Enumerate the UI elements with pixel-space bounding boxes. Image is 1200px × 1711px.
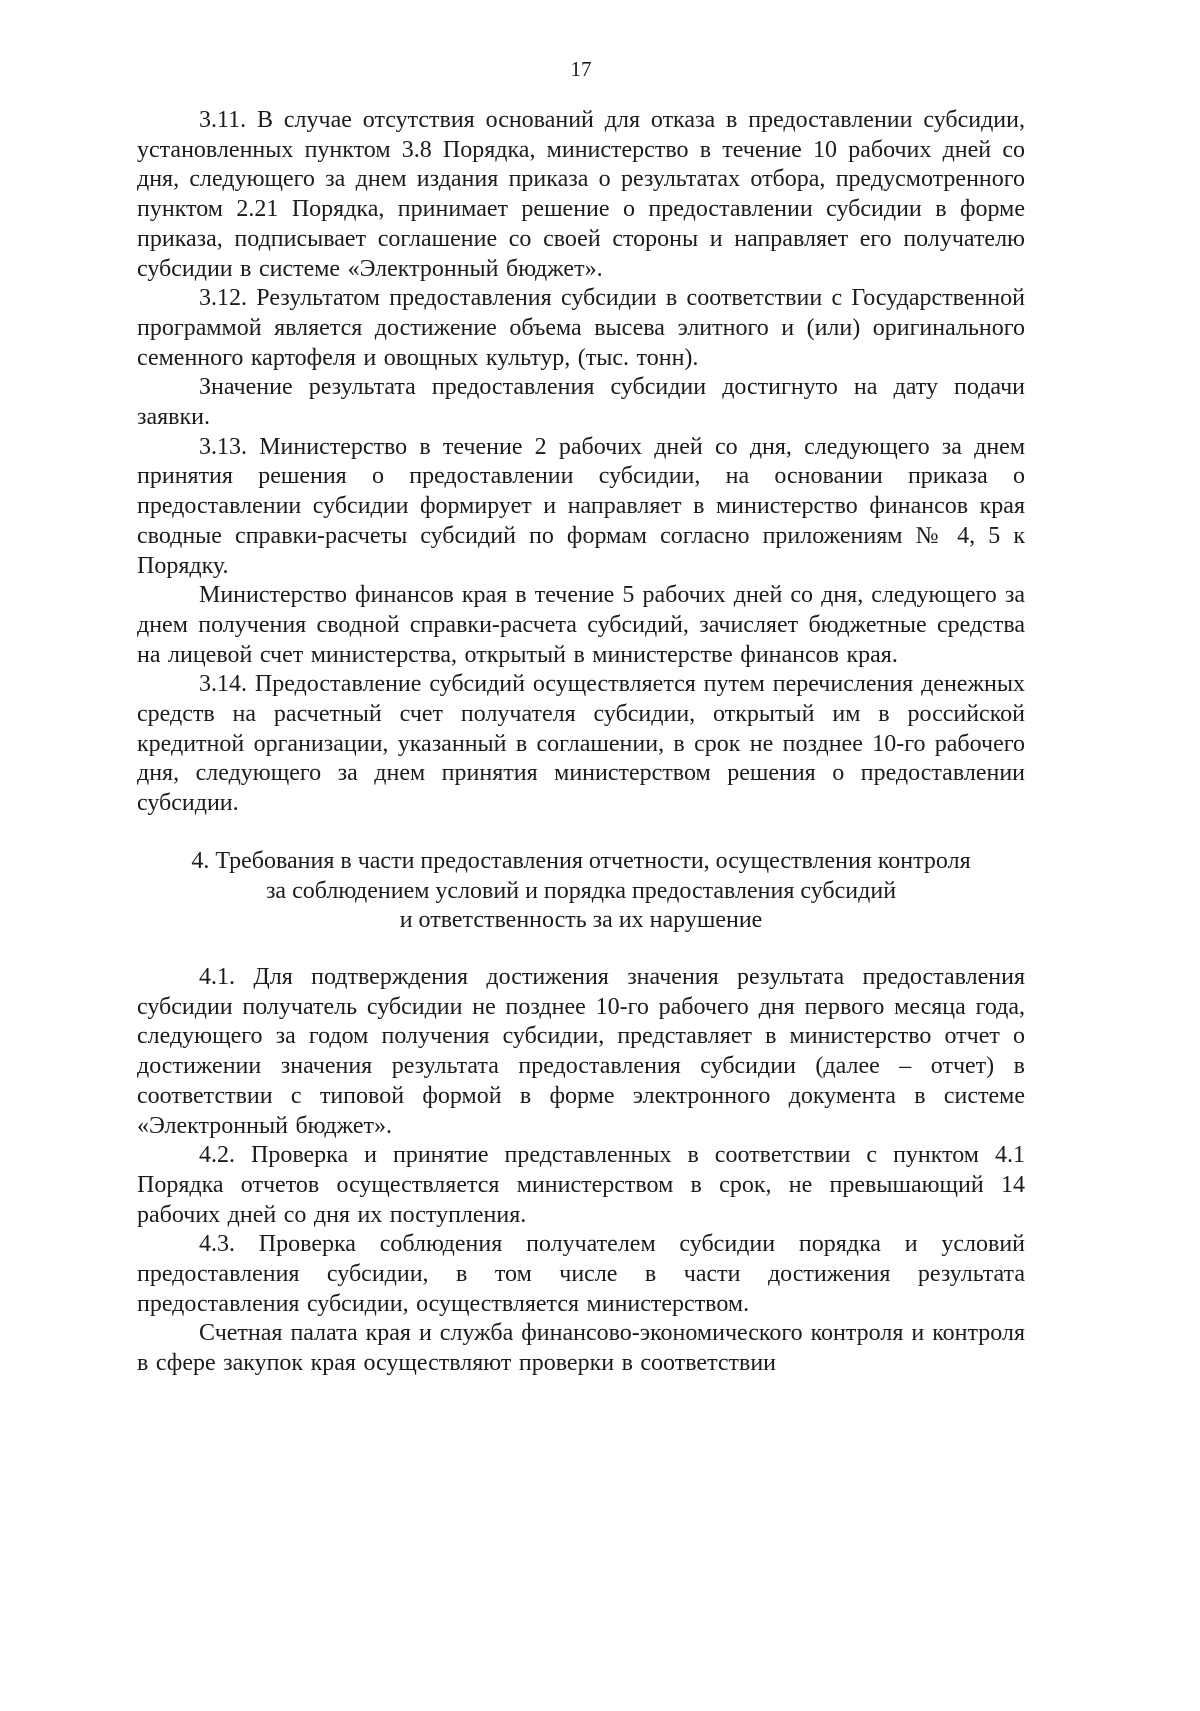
paragraph-3-14: 3.14. Предоставление субсидий осуществляется путем перечисления денежных средств на расчетный счет получателя субсидии, открытый им в российской кредитной организации, указанный в соглашении, в срок не позднее 10-го рабочего дня, следующего за днем принятия министерством решения о предоставлении субсидии.	[137, 671, 1025, 817]
paragraph-4-1: 4.1. Для подтверждения достижения значения результата предоставления субсидии получатель субсидии не позднее 10-го рабочего дня первого месяца года, следующего за годом получения субсидии, представляет в министерство отчет о достижении значения результата предоставления субсидии (далее – отчет) в соответствии с типовой формой в форме электронного документа в системе «Электронный бюджет».	[137, 963, 1025, 1139]
paragraph-3-13-continuation: Министерство финансов края в течение 5 рабочих дней со дня, следующего за днем получения сводной справки-расчета субсидий, зачисляет бюджетные средства на лицевой счет министерства, открытый в министерстве финансов края.	[137, 582, 1025, 668]
section-4-heading	[137, 847, 1025, 936]
paragraph-3-11: 3.11. В случае отсутствия оснований для отказа в предоставлении субсидии, установленных пунктом 3.8 Порядка, министерство в течение 10 рабочих дней со дня, следующего за днем издания приказа о результатах отбора, предусмотренного пунктом 2.21 Порядка, принимает решение о предоставлении субсидии в форме приказа, подписывает соглашение со своей стороны и направляет его получателю субсидии в системе «Электронный бюджет».	[137, 107, 1025, 282]
paragraph-3-12-continuation: Значение результата предоставления субсидии достигнуто на дату подачи заявки.	[137, 374, 1025, 431]
section-4-heading-line-3: и ответственность за их нарушение	[399, 907, 763, 934]
paragraph-4-2: 4.2. Проверка и принятие представленных в соответствии с пунктом 4.1 Порядка отчетов осуществляется министерством в срок, не превышающий 14 рабочих дней со дня их поступления.	[137, 1142, 1025, 1228]
paragraph-4-3-continuation: Счетная палата края и служба финансово-экономического контроля и контроля в сфере закупок края осуществляют проверки в соответствии	[137, 1320, 1025, 1377]
paragraph-3-13: 3.13. Министерство в течение 2 рабочих дней со дня, следующего за днем принятия решения о предоставлении субсидии, на основании приказа о предоставлении субсидии формирует и направляет в министерство финансов края сводные справки-расчеты субсидий по формам согласно приложениям № 4, 5 к Порядку.	[137, 433, 1025, 579]
page-number: 17	[570, 57, 592, 81]
paragraph-4-3: 4.3. Проверка соблюдения получателем субсидии порядка и условий предоставления субсидии, в том числе в части достижения результата предоставления субсидии, осуществляется министерством.	[137, 1231, 1025, 1317]
section-4-heading-line-2: за соблюдением условий и порядка предоставления субсидий	[265, 877, 897, 904]
section-4-heading-line-1: 4. Требования в части предоставления отчетности, осуществления контроля	[191, 847, 971, 874]
page-content	[137, 56, 1025, 1379]
paragraph-3-12: 3.12. Результатом предоставления субсидии в соответствии с Государственной программой является достижение объема высева элитного и (или) оригинального семенного картофеля и овощных культур, (тыс. тонн).	[137, 285, 1025, 371]
